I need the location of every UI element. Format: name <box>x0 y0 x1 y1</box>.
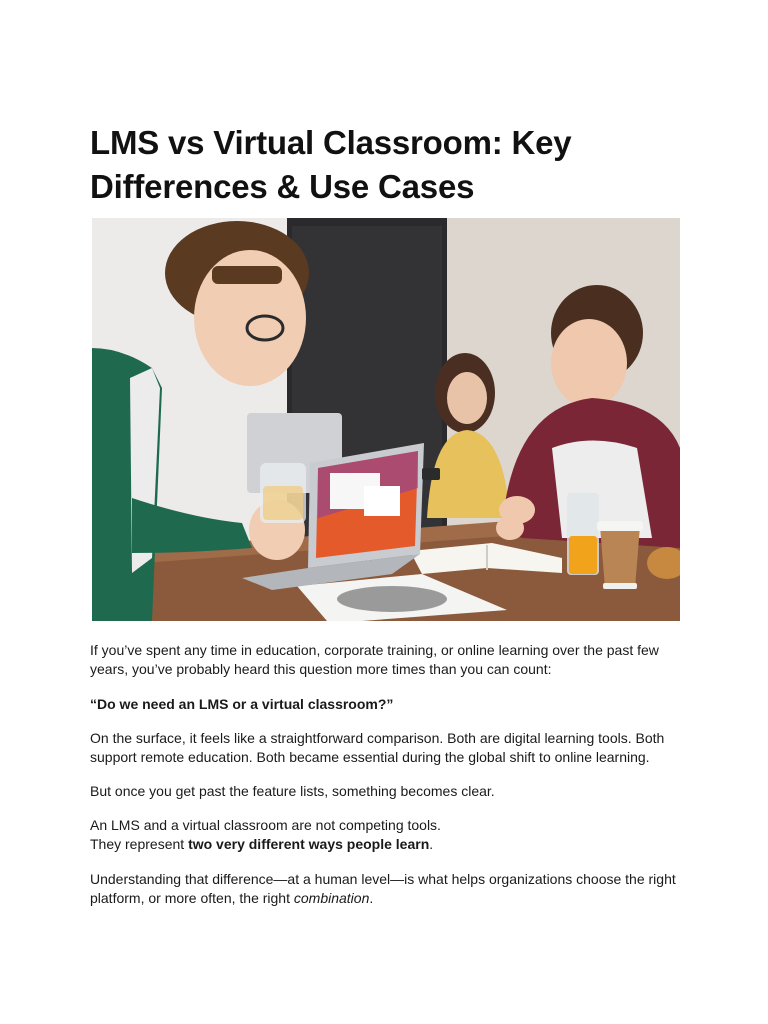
clarity-line: But once you get past the feature lists, something becomes clear. <box>90 783 495 799</box>
understanding-paragraph <box>90 870 690 908</box>
title-line-1: LMS vs Virtual Classroom: Key <box>90 124 572 161</box>
different-ways-suffix: . <box>429 836 434 852</box>
comparison-line-1: On the surface, it feels like a straightforward comparison. Both are digital learning tools. Both <box>90 730 665 746</box>
students-laptop-illustration <box>92 218 680 621</box>
title-line-2: Differences & Use Cases <box>90 168 475 205</box>
understanding-line-2 <box>90 889 690 908</box>
key-question <box>90 695 690 714</box>
understanding-prefix: platform, or more often, the right <box>90 890 294 906</box>
different-ways-prefix: They represent <box>90 836 189 852</box>
different-ways-emphasis: two very different ways people learn <box>188 836 430 852</box>
intro-paragraph <box>90 641 690 679</box>
intro-line-1: If you’ve spent any time in education, corporate training, or online learning over the past few <box>90 642 659 658</box>
comparison-paragraph <box>90 729 690 767</box>
different-ways-line-2 <box>90 835 690 854</box>
understanding-suffix: . <box>369 890 374 906</box>
understanding-line-1: Understanding that difference—at a human level—is what helps organizations choose the right <box>90 871 676 887</box>
comparison-line-2: support remote education. Both became essential during the global shift to online learning. <box>90 749 650 765</box>
understanding-emphasis: combination <box>293 890 370 906</box>
key-question-text: “Do we need an LMS or a virtual classroom?” <box>90 696 394 712</box>
different-ways-paragraph <box>90 816 690 854</box>
intro-line-2: years, you’ve probably heard this question more times than you can count: <box>90 661 552 677</box>
hero-photo <box>92 218 680 621</box>
clarity-paragraph <box>90 782 690 801</box>
article-title <box>90 121 690 209</box>
different-ways-line-1: An LMS and a virtual classroom are not competing tools. <box>90 817 441 833</box>
